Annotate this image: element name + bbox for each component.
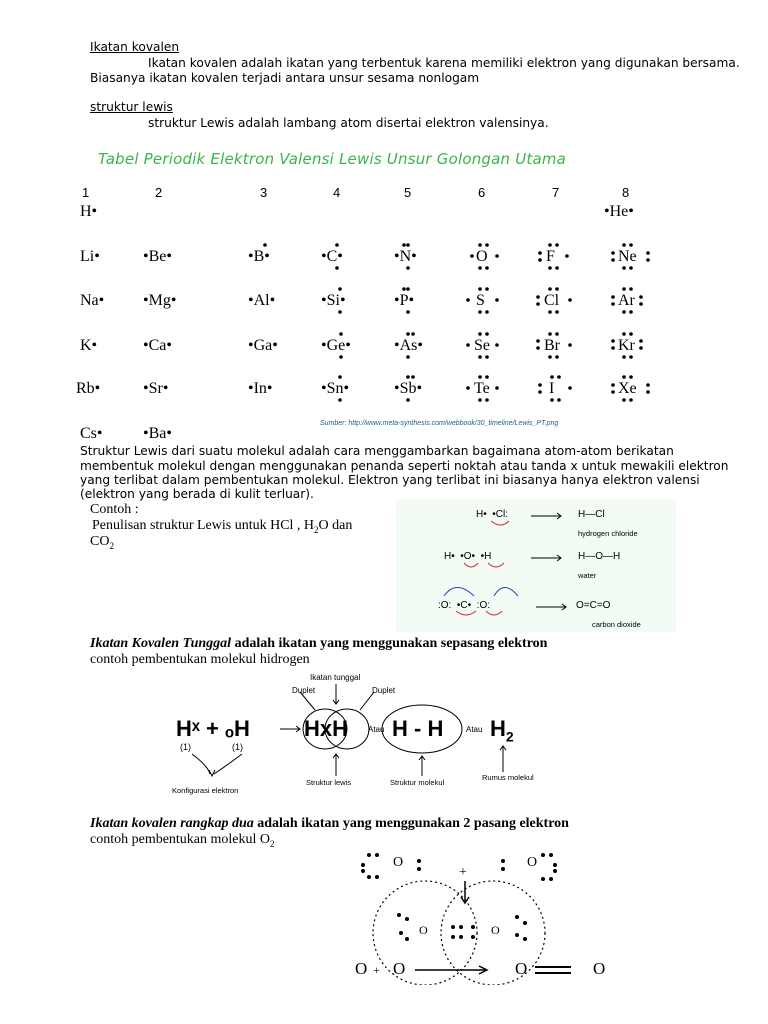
rangkap-title-italic: Ikatan kovalen rangkap dua bbox=[90, 816, 254, 831]
water-structure: H—O—H bbox=[578, 551, 621, 562]
co2-label: carbon dioxide bbox=[592, 620, 641, 629]
hcl-structure: H—Cl bbox=[578, 509, 605, 520]
atau-2: Atau bbox=[466, 725, 483, 734]
lewis-examples-figure bbox=[396, 499, 676, 632]
rangkap-sub bbox=[90, 832, 275, 849]
h2-sub: 2 bbox=[505, 728, 514, 745]
element-cell: •B• bbox=[248, 248, 270, 265]
group-header: 8 bbox=[622, 185, 630, 200]
element-cell: H• bbox=[80, 203, 98, 220]
element-cell: •Al• bbox=[248, 292, 276, 309]
element-cell: F bbox=[546, 248, 555, 265]
rangkap-sub-sub: 2 bbox=[270, 838, 275, 849]
lewis-line1: struktur Lewis adalah lambang atom disertai elektron valensinya. bbox=[148, 116, 549, 130]
lewis-examples-arrows bbox=[396, 499, 676, 632]
element-cell: •Ba• bbox=[143, 425, 172, 442]
o-shared-left: O bbox=[419, 923, 428, 937]
rangkap-title-rest: adalah ikatan yang menggunakan 2 pasang elektron bbox=[253, 816, 569, 831]
contoh-sub-a: 2 bbox=[314, 524, 319, 535]
element-cell: •Sr• bbox=[143, 380, 169, 397]
element-cell: •P• bbox=[394, 292, 415, 309]
group-header: 1 bbox=[82, 185, 90, 200]
eq-o2: O bbox=[393, 959, 406, 978]
element-cell: Br bbox=[544, 337, 560, 354]
element-cell: Li• bbox=[80, 248, 100, 265]
o-atom-right: O bbox=[527, 855, 538, 870]
element-cell: I bbox=[549, 380, 555, 397]
kovalen-heading: Ikatan kovalen bbox=[90, 40, 180, 54]
element-cell: •Sb• bbox=[394, 380, 423, 397]
atau-1: Atau bbox=[368, 725, 385, 734]
eq-o1: O bbox=[355, 959, 368, 978]
contoh-label: Contoh : bbox=[90, 502, 139, 517]
element-cell: Te bbox=[474, 380, 490, 397]
o-atom-left: O bbox=[393, 855, 404, 870]
konfigurasi-label: Konfigurasi elektron bbox=[172, 786, 239, 795]
element-cell: •C• bbox=[321, 248, 343, 265]
rangkap-sub-text: contoh pembentukan molekul O bbox=[90, 832, 271, 847]
kovalen-line1: Ikatan kovalen adalah ikatan yang terbentuk karena memiliki elektron yang digunakan bersama. bbox=[148, 56, 740, 70]
element-cell: •Ge• bbox=[321, 337, 351, 354]
h2-letter: H bbox=[490, 716, 506, 741]
element-cell: Na• bbox=[80, 292, 105, 309]
group-header: 7 bbox=[552, 185, 560, 200]
paragraph-line: (elektron yang berada di kulit terluar). bbox=[80, 487, 314, 501]
element-cell: O bbox=[476, 248, 488, 265]
h-plus-h: Hˣ + ₒH bbox=[176, 716, 250, 741]
o-shared-right: O bbox=[491, 923, 500, 937]
water-lewis: H• •O• •H bbox=[444, 551, 492, 562]
element-cell: Kr bbox=[618, 337, 635, 354]
lone-pair-dots bbox=[0, 0, 768, 440]
element-cell: •N• bbox=[394, 248, 417, 265]
tunggal-title bbox=[90, 636, 547, 652]
hxh-lewis: HxH bbox=[304, 716, 349, 741]
h2-formula bbox=[490, 716, 514, 744]
paragraph-line: membentuk molekul dengan menggunakan penanda seperti noktah atau tanda x untuk mewakili elektron bbox=[80, 459, 729, 473]
o2-figure bbox=[355, 845, 635, 985]
element-cell: •In• bbox=[248, 380, 273, 397]
rangkap-title bbox=[90, 816, 569, 832]
contoh-co2 bbox=[90, 534, 114, 551]
paragraph-line: Struktur Lewis dari suatu molekul adalah cara menggambarkan bagaimana atom-atom berikatan bbox=[80, 444, 674, 458]
element-cell: Cs• bbox=[80, 425, 103, 442]
co2-structure: O=C=O bbox=[576, 600, 611, 611]
contoh-text bbox=[92, 518, 352, 535]
kovalen-line2: Biasanya ikatan kovalen terjadi antara unsur sesama nonlogam bbox=[90, 71, 480, 85]
h2-figure bbox=[160, 670, 580, 800]
lewis-heading: struktur lewis bbox=[90, 100, 173, 114]
tunggal-title-italic: Ikatan Kovalen Tunggal bbox=[90, 636, 232, 651]
element-cell: •Ga• bbox=[248, 337, 278, 354]
periodic-table-title: Tabel Periodik Elektron Valensi Lewis Unsur Golongan Utama bbox=[98, 150, 567, 168]
group-header: 4 bbox=[333, 185, 341, 200]
group-header: 2 bbox=[155, 185, 163, 200]
group-header: 6 bbox=[478, 185, 486, 200]
ikatan-tunggal-label: Ikatan tunggal bbox=[310, 673, 361, 682]
tunggal-title-rest: adalah ikatan yang menggunakan sepasang elektron bbox=[231, 636, 548, 651]
element-cell: Rb• bbox=[76, 380, 101, 397]
contoh-text-a: Penulisan struktur Lewis untuk HCl , H bbox=[92, 518, 315, 533]
tunggal-sub: contoh pembentukan molekul hidrogen bbox=[90, 652, 310, 667]
eq-o3: O bbox=[515, 959, 528, 978]
h-dash-h: H - H bbox=[392, 716, 444, 741]
contoh-co: CO bbox=[90, 534, 110, 549]
paragraph-line: yang terlibat dalam pembentukan molekul. Elektron yang terlibat ini biasanya hanya elektron valensi bbox=[80, 473, 700, 487]
struktur-lewis-label: Struktur lewis bbox=[306, 778, 352, 787]
co2-lewis: :O: •C• :O: bbox=[438, 600, 491, 611]
element-cell: S bbox=[476, 292, 485, 309]
water-label: water bbox=[578, 571, 597, 580]
element-cell: •Be• bbox=[143, 248, 172, 265]
rumus-molekul-label: Rumus molekul bbox=[482, 773, 534, 782]
group-header: 5 bbox=[404, 185, 412, 200]
eq-o4: O bbox=[593, 959, 606, 978]
duplet-right: Duplet bbox=[372, 686, 396, 695]
duplet-left: Duplet bbox=[292, 686, 316, 695]
hcl-label: hydrogen chloride bbox=[578, 529, 638, 538]
element-cell: Ne bbox=[618, 248, 637, 265]
element-cell: •Si• bbox=[321, 292, 346, 309]
eq-plus: + bbox=[373, 963, 380, 977]
element-cell: Se bbox=[474, 337, 490, 354]
contoh-sub-b: 2 bbox=[109, 540, 114, 551]
hcl-lewis: H• •Cl: bbox=[476, 509, 509, 520]
element-cell: K• bbox=[80, 337, 98, 354]
element-cell: •As• bbox=[394, 337, 423, 354]
element-cell: Xe bbox=[618, 380, 637, 397]
o2-plus: + bbox=[459, 865, 467, 880]
figure-source: Sumber: http://www.meta-synthesis.com/webbook/30_timeline/Lewis_PT.png bbox=[320, 420, 559, 427]
element-cell: •Ca• bbox=[143, 337, 172, 354]
element-cell: Cl bbox=[544, 292, 560, 309]
element-cell: •He• bbox=[604, 203, 634, 220]
group-header: 3 bbox=[260, 185, 268, 200]
config-2: (1) bbox=[232, 742, 243, 752]
struktur-molekul-label: Struktur molekul bbox=[390, 778, 445, 787]
contoh-text-b: O dan bbox=[318, 518, 353, 533]
config-1: (1) bbox=[180, 742, 191, 752]
element-cell: •Mg• bbox=[143, 292, 177, 309]
element-cell: Ar bbox=[618, 292, 635, 309]
element-cell: •Sn• bbox=[321, 380, 350, 397]
